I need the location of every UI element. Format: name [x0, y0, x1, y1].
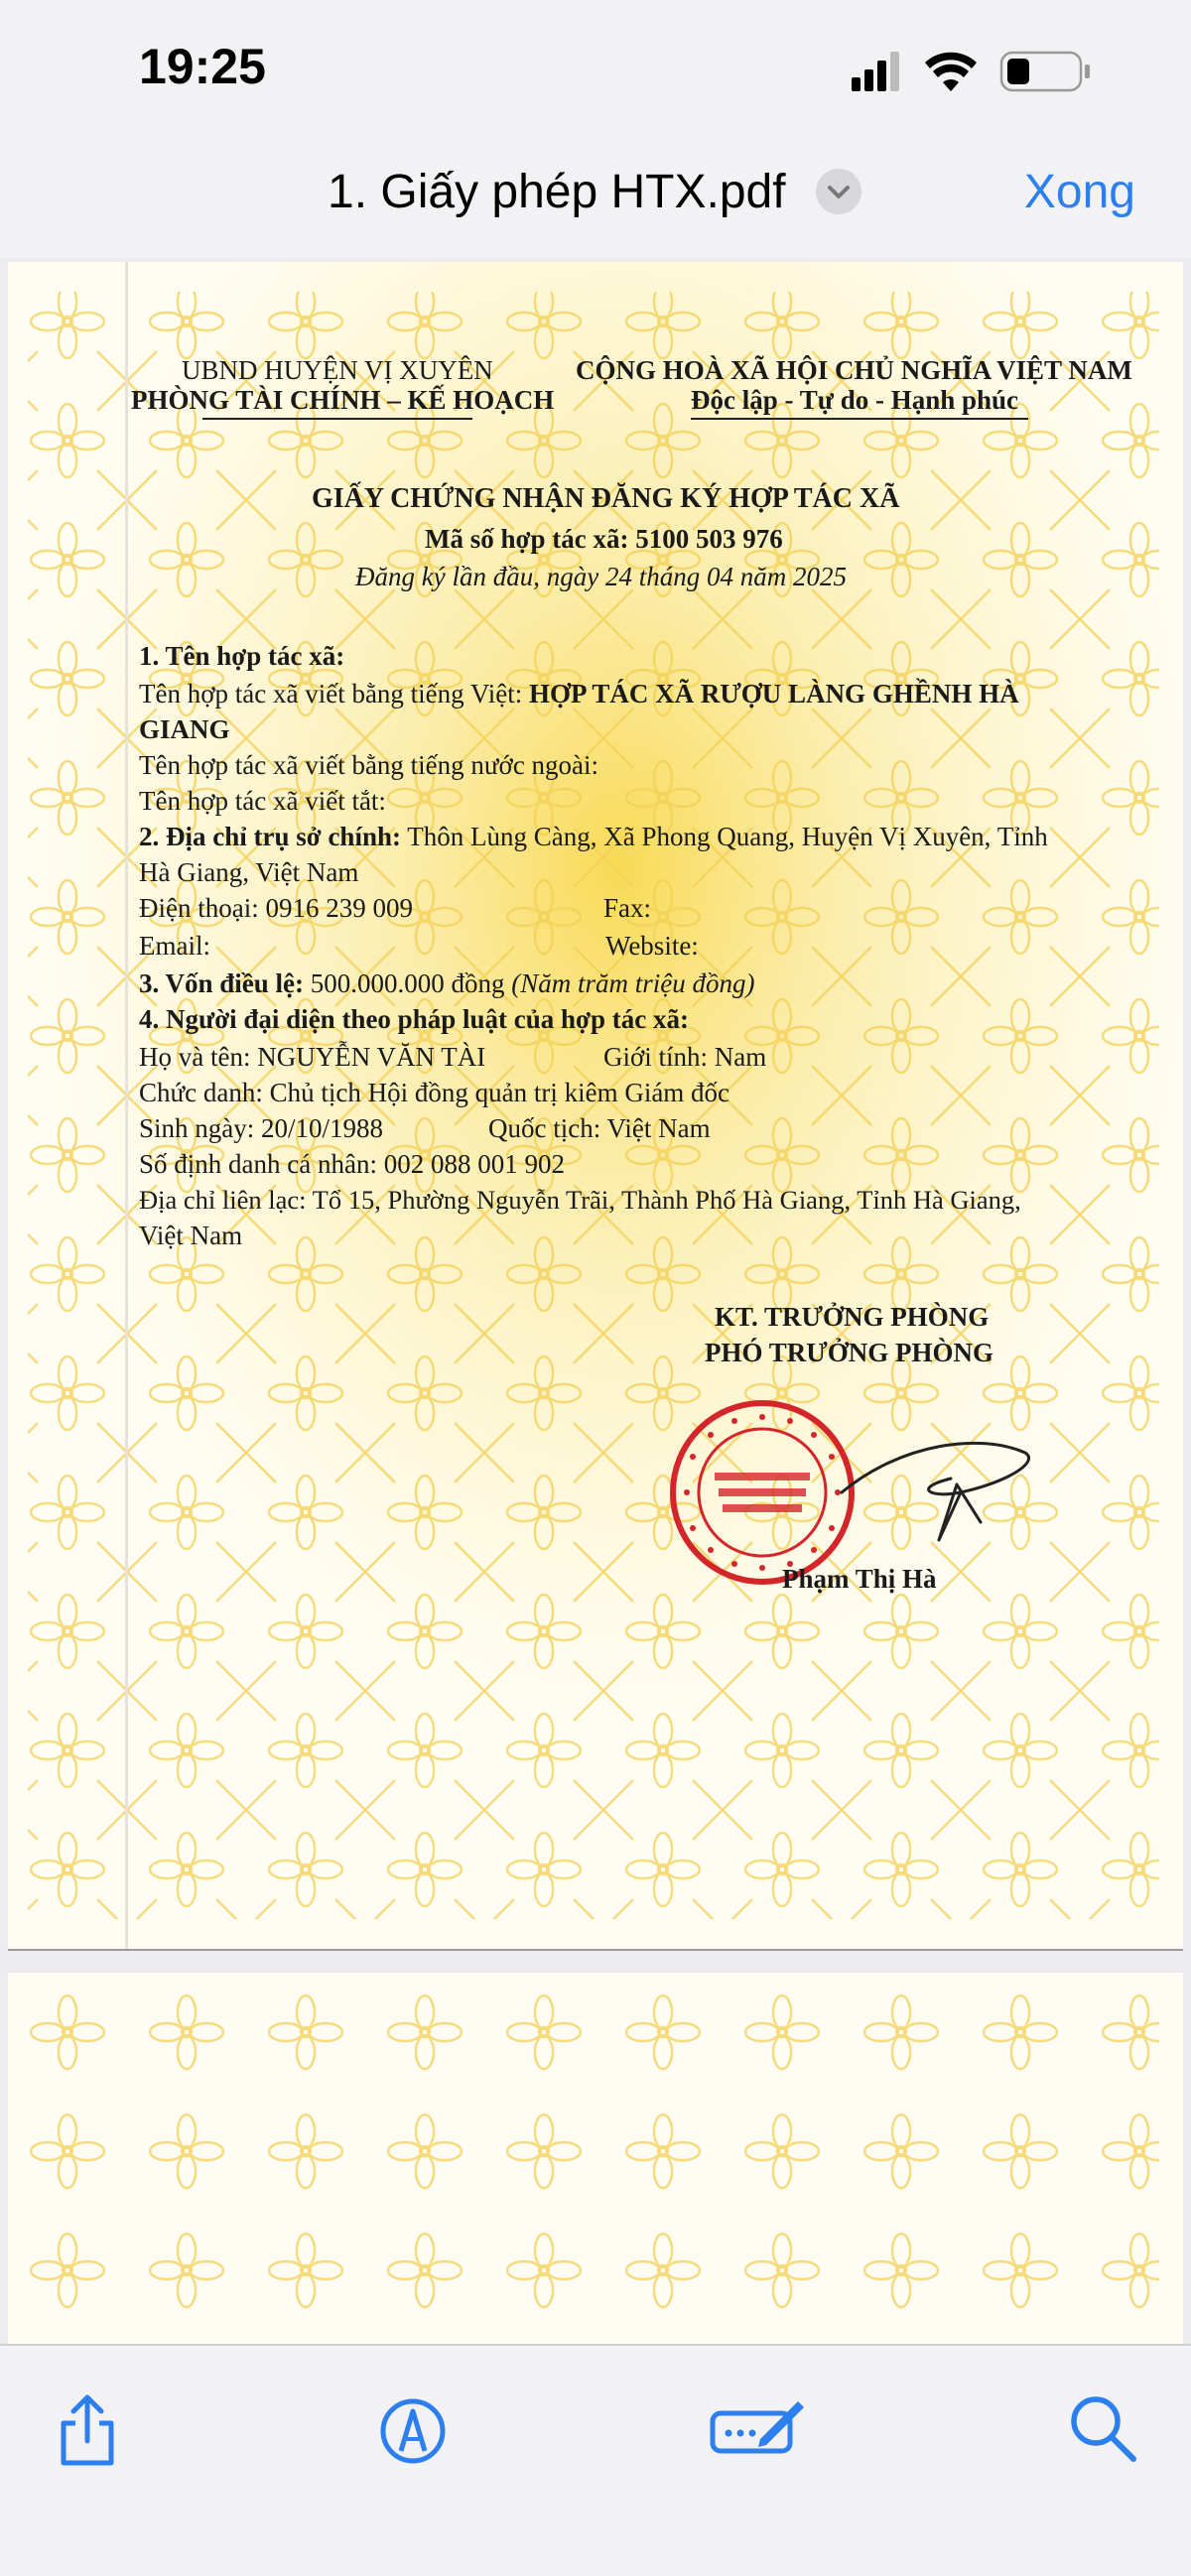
markup-icon[interactable] [373, 2389, 453, 2469]
cellular-signal-icon [852, 52, 899, 91]
bottom-toolbar [0, 2344, 1191, 2576]
section2-heading: 2. Địa chỉ trụ sở chính: [139, 822, 401, 851]
contact-address-line1: Địa chỉ liên lạc: Tổ 15, Phường Nguyễn Trãi, Thành Phố Hà Giang, Tỉnh Hà Giang, [139, 1185, 1021, 1215]
signer-title1: KT. TRƯỞNG PHÒNG [715, 1302, 990, 1332]
wifi-icon [925, 53, 977, 91]
representative-gender: Giới tính: Nam [603, 1042, 767, 1072]
representative-position: Chức danh: Chủ tịch Hội đồng quản trị kiêm Giám đốc [139, 1078, 730, 1107]
registration-date: Đăng ký lần đầu, ngày 24 tháng 04 năm 2025 [355, 562, 847, 591]
handwritten-signature [812, 1413, 1050, 1552]
search-icon[interactable] [1064, 2389, 1143, 2469]
address-value: Thôn Lùng Càng, Xã Phong Quang, Huyện Vị Xuyên, Tỉnh [400, 822, 1048, 851]
status-bar [0, 0, 1191, 139]
issuer-line2: PHÒNG TÀI CHÍNH – KẾ HOẠCH [131, 385, 555, 415]
pdf-page-1 [8, 262, 1183, 1949]
charter-capital: 500.000.000 đồng [304, 968, 512, 998]
status-icons [852, 46, 1100, 95]
motto-underline [691, 418, 1028, 420]
representative-nationality: Quốc tịch: Việt Nam [488, 1113, 711, 1143]
section1-heading: 1. Tên hợp tác xã: [139, 641, 345, 671]
representative-name: Họ và tên: NGUYỄN VĂN TÀI [139, 1042, 486, 1072]
document-title[interactable]: 1. Giấy phép HTX.pdf [328, 166, 786, 218]
signature-form-icon[interactable] [709, 2389, 808, 2469]
section3-heading: 3. Vốn điều lệ: [139, 968, 305, 998]
chevron-down-icon [816, 169, 861, 214]
cooperative-code: Mã số hợp tác xã: 5100 503 976 [425, 524, 783, 554]
viet-name-label: Tên hợp tác xã viết bằng tiếng Việt: [139, 679, 530, 708]
email: Email: [139, 931, 210, 961]
foreign-name: Tên hợp tác xã viết bằng tiếng nước ngoài: [139, 750, 599, 780]
signer-name: Phạm Thị Hà [782, 1564, 937, 1594]
website: Website: [605, 931, 699, 961]
phone: Điện thoại: 0916 239 009 [139, 893, 413, 923]
certificate-document [8, 262, 1183, 1949]
national-title: CỘNG HOÀ XÃ HỘI CHỦ NGHĨA VIỆT NAM [576, 355, 1132, 385]
signer-title2: PHÓ TRƯỞNG PHÒNG [705, 1338, 994, 1367]
contact-address-line2: Việt Nam [139, 1221, 243, 1250]
representative-dob: Sinh ngày: 20/10/1988 [139, 1113, 384, 1143]
certificate-title: GIẤY CHỨNG NHẬN ĐĂNG KÝ HỢP TÁC XÃ [312, 483, 900, 514]
section1-name-line [139, 677, 1019, 710]
nav-bar [0, 139, 1191, 258]
viet-name-value: HỢP TÁC XÃ RƯỢU LÀNG GHỀNH HÀ [529, 679, 1019, 708]
pdf-viewer[interactable] [0, 258, 1191, 2342]
section4-heading: 4. Người đại diện theo pháp luật của hợp tác xã: [139, 1004, 689, 1034]
fax: Fax: [603, 893, 652, 923]
battery-icon [1001, 53, 1090, 90]
representative-id: Số định danh cá nhân: 002 088 001 902 [139, 1149, 565, 1179]
pdf-page-2 [8, 1973, 1183, 2350]
issuer-line1: UBND HUYỆN VỊ XUYÊN [182, 355, 493, 385]
share-icon[interactable] [48, 2389, 127, 2469]
section3-line [139, 966, 755, 1000]
done-button[interactable]: Xong [1023, 166, 1135, 218]
charter-capital-words: (Năm trăm triệu đồng) [511, 968, 755, 998]
security-pattern-page2 [8, 1973, 1183, 2350]
national-motto: Độc lập - Tự do - Hạnh phúc [691, 385, 1019, 415]
status-time: 19:25 [139, 39, 266, 94]
address-value-line2: Hà Giang, Việt Nam [139, 857, 359, 887]
title-menu-button[interactable] [816, 169, 861, 214]
section2-line1 [139, 820, 1048, 853]
issuer-underline [202, 418, 472, 420]
viet-name-value-line2: GIANG [139, 714, 230, 744]
abbreviated-name: Tên hợp tác xã viết tắt: [139, 786, 386, 816]
